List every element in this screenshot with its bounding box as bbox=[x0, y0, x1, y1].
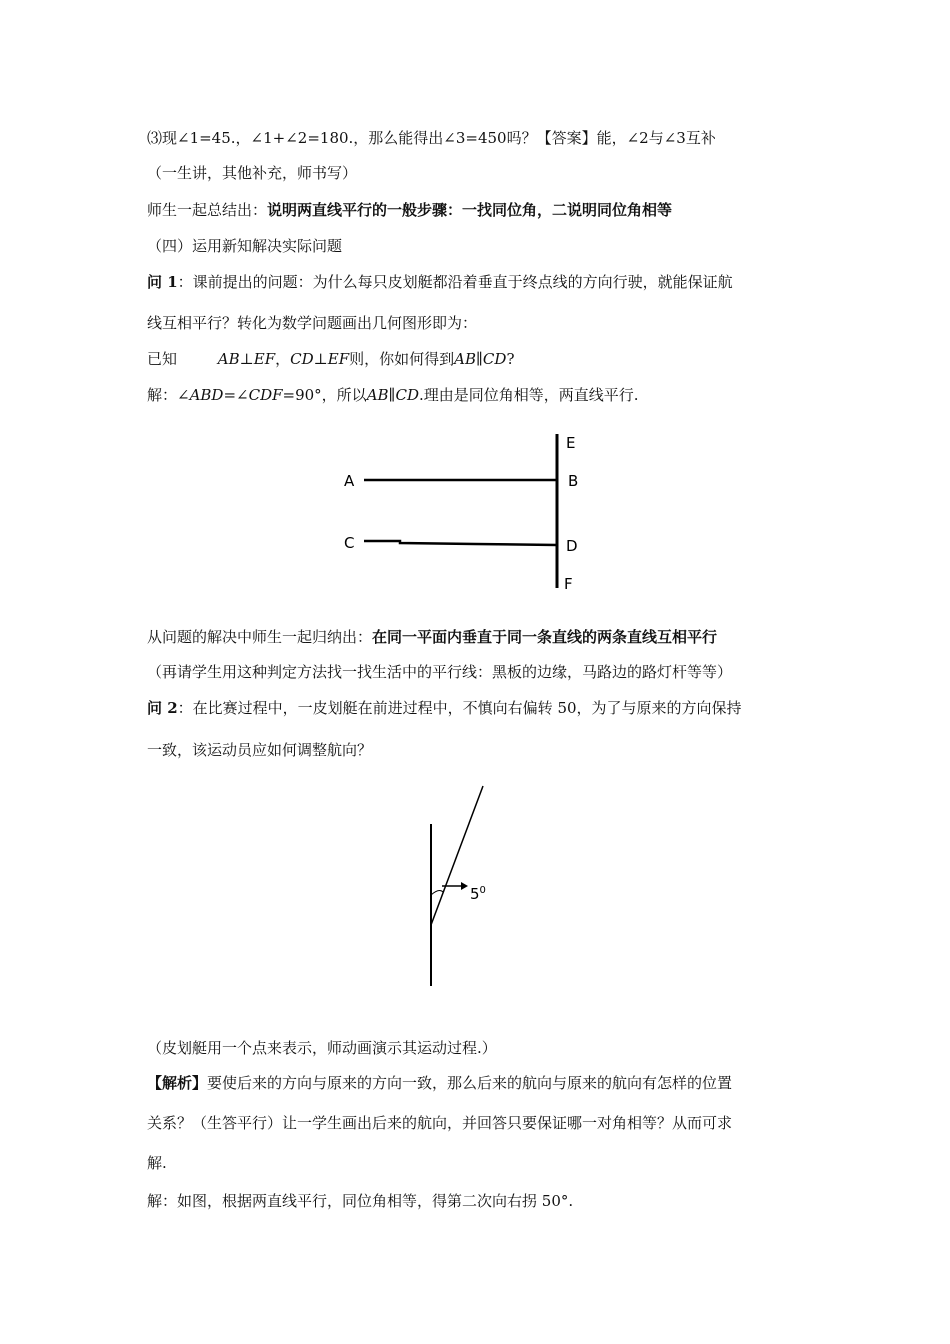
given-line: 已知 AB⊥EF，CD⊥EF则，你如何得到AB∥CD? bbox=[147, 350, 515, 368]
solution-2-line: 解：如图，根据两直线平行，同位角相等，得第二次向右拐 50°. bbox=[147, 1192, 574, 1210]
arrow-head-icon bbox=[461, 882, 468, 890]
summary-line: 师生一起总结出：说明两直线平行的一般步骤：一找同位角，二说明同位角相等 bbox=[147, 201, 673, 219]
label-d: D bbox=[566, 537, 578, 555]
animation-note: （皮划艇用一个点来表示，师动画演示其运动过程.） bbox=[147, 1039, 497, 1057]
solution-1-line: 解：∠ABD=∠CDF=90°，所以AB∥CD.理由是同位角相等，两直线平行. bbox=[147, 386, 639, 404]
parallel-lines-figure bbox=[330, 428, 610, 593]
problem-2-line-2: 一致，该运动员应如何调整航向？ bbox=[147, 741, 373, 759]
line-cd bbox=[364, 541, 557, 545]
section-heading: （四）运用新知解决实际问题 bbox=[147, 237, 343, 255]
analysis-line: 【解析】要使后来的方向与原来的方向一致，那么后来的航向与原来的航向有怎样的位置 bbox=[147, 1074, 733, 1092]
label-a: A bbox=[344, 472, 355, 490]
problem-1-line-2: 线互相平行？转化为数学问题画出几何图形即为： bbox=[147, 314, 478, 332]
problem-2-line: 问 2：在比赛过程中，一皮划艇在前进过程中，不慎向右偏转 50，为了与原来的方向保持 bbox=[147, 699, 742, 717]
analysis-line-2: 关系？（生答平行）让一学生画出后来的航向，并回答只要保证哪一对角相等？从而可求 bbox=[147, 1114, 733, 1132]
problem-1-line: 问 1：课前提出的问题：为什么每只皮划艇都沿着垂直于终点线的方向行驶，就能保证航 bbox=[147, 273, 733, 291]
label-b: B bbox=[568, 472, 579, 490]
angle-arc bbox=[431, 891, 443, 895]
question-3-line: ⑶现∠1=45.，∠1+∠2=180.，那么能得出∠3=450吗？【答案】能，∠2与∠3互补 bbox=[147, 129, 716, 147]
heading-deviation-figure bbox=[420, 782, 510, 992]
conclusion-line: 从问题的解决中师生一起归纳出：在同一平面内垂直于同一条直线的两条直线互相平行 bbox=[147, 628, 718, 646]
example-line: （再请学生用这种判定方法找一找生活中的平行线：黑板的边缘，马路边的路灯杆等等） bbox=[147, 663, 733, 681]
label-f: F bbox=[564, 575, 573, 593]
analysis-line-3: 解. bbox=[147, 1154, 167, 1172]
label-e: E bbox=[566, 434, 576, 452]
angle-label: $5^0$ bbox=[470, 885, 486, 903]
note-line: （一生讲，其他补充，师书写） bbox=[147, 164, 358, 182]
deviated-heading-line bbox=[431, 786, 483, 925]
label-c: C bbox=[344, 534, 355, 552]
